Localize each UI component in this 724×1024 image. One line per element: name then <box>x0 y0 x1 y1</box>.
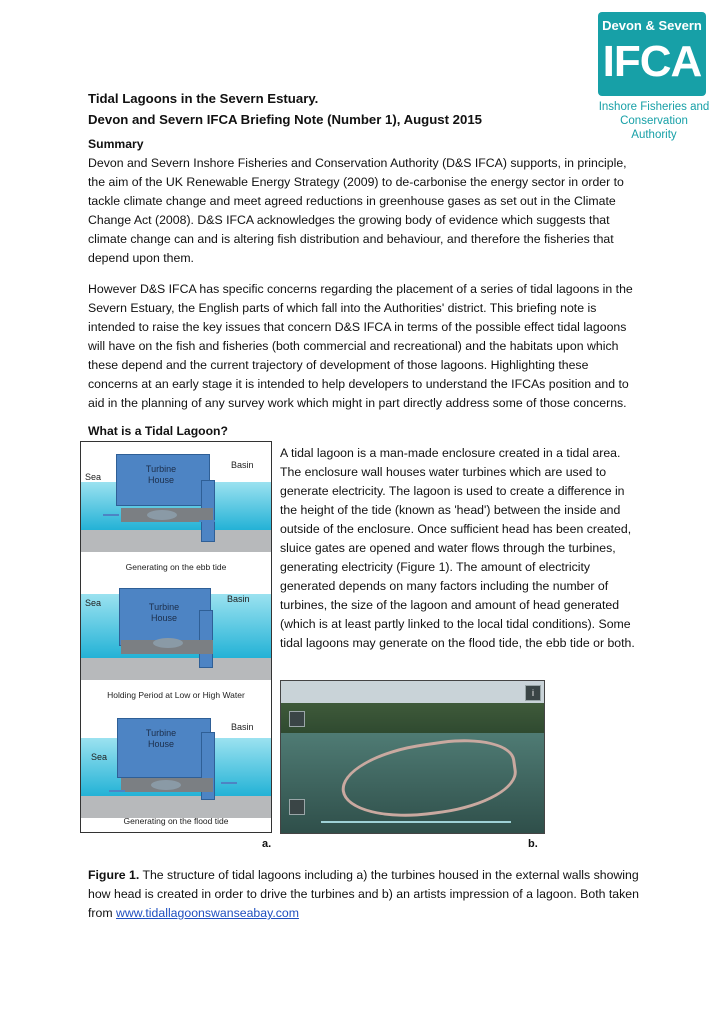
logo-subtitle <box>598 100 710 142</box>
figure-caption <box>88 866 648 923</box>
house-label-line2: House <box>147 475 174 485</box>
flow-arrow <box>221 782 237 784</box>
flow-arrow <box>103 514 119 516</box>
turbine-icon <box>151 780 181 790</box>
figure-label-a: a. <box>262 838 272 850</box>
house-label-line1: Turbine <box>145 464 177 474</box>
lagoon-paragraph: A tidal lagoon is a man-made enclosure created in a tidal area. The enclosure wall houses water turbines which are used to generate electricity. The lagoon is used to create a difference in the height of the tide (known as 'head') between the inside and outside of the enclosure. Once sufficient head has been created, sluice gates are opened and water flows through the turbines, generating electricity (Figure 1). The amount of electricity generated depends on many factors including the number of turbines, the size of the lagoon and amount of head generated (which is at least partly linked to the local tidal conditions). Some tidal lagoons may generate on the flood tide, the ebb tide or both. <box>280 446 635 650</box>
turbine-house-label <box>139 602 189 624</box>
title-line2: Devon and Severn IFCA Briefing Note (Number 1), August 2015 <box>88 112 482 127</box>
sea-label: Sea <box>85 598 102 608</box>
basin-label: Basin <box>231 460 254 470</box>
lagoon-heading: What is a Tidal Lagoon? <box>88 424 228 438</box>
summary-paragraph-1: Devon and Severn Inshore Fisheries and Conservation Authority (D&S IFCA) supports, in principle, the aim of the UK Renewable Energy Strategy (2009) to de-carbonise the energy sector in order to tackle climate change and meet agreed reductions in greenhouse gases as set out in the Climate Change Act (2008). D&S IFCA acknowledges the growing body of evidence which suggests that climate change can and is altering fish distribution and behaviour, and therefore the fisheries that depend upon them. <box>88 156 627 265</box>
turbine-icon <box>147 510 177 520</box>
info-icon: i <box>525 685 541 701</box>
panel-caption: Generating on the ebb tide <box>125 562 227 572</box>
logo-sub-line2: Conservation Authority <box>620 115 688 141</box>
turbine-house-label <box>136 464 186 486</box>
sea-label: Sea <box>91 752 108 762</box>
diagram-panel-holding <box>81 580 271 706</box>
diagram-panel-ebb <box>81 442 271 572</box>
source-link[interactable]: www.tidallagoonswanseabay.com <box>116 906 299 920</box>
figure-caption-text: The structure of tidal lagoons including a) the turbines housed in the external walls showing how head is created in order to drive the turbines and b) an artists impression of a lagoon. Both taken from <box>88 868 639 920</box>
turbine-icon <box>153 638 183 648</box>
logo-main-text: IFCA <box>602 37 702 86</box>
logo-top-text: Devon & Severn <box>602 18 702 33</box>
flow-arrow <box>199 520 215 522</box>
basin-label: Basin <box>227 594 250 604</box>
basin-label: Basin <box>231 722 254 732</box>
coastline <box>281 703 544 733</box>
flow-arrow <box>109 790 125 792</box>
summary-heading: Summary <box>88 137 144 151</box>
summary-paragraph-2: However D&S IFCA has specific concerns regarding the placement of a series of tidal lagoons in the Severn Estuary, the English parts of which fall into the Authorities' district. This briefing note is intended to raise the key issues that concern D&S IFCA in terms of the possible effect tidal lagoons will have on the fish and fisheries (both commercial and recreational) and the habitats upon which these depend and the current trajectory of development of those lagoons. Highlighting these concerns at an early stage it is intended to help developers to understand the IFCAs position and to aid in the planning of any survey work which might in part directly address some of those concerns. <box>88 282 633 410</box>
seabed <box>81 530 271 552</box>
house-label-line2: House <box>150 613 177 623</box>
panel-caption: Holding Period at Low or High Water <box>107 690 245 700</box>
document-title <box>88 88 482 130</box>
timeline-bar <box>321 821 511 823</box>
logo-box <box>598 12 706 96</box>
house-label-line2: House <box>147 739 174 749</box>
tidal-lagoon-diagram <box>80 441 272 833</box>
turbine-house-label <box>136 728 186 750</box>
panel-caption: Generating on the flood tide <box>123 816 229 826</box>
sea-label: Sea <box>85 472 102 482</box>
sky <box>281 681 544 703</box>
logo-sub-line1: Inshore Fisheries and <box>598 101 710 113</box>
house-label-line1: Turbine <box>145 728 177 738</box>
lagoon-wall <box>199 610 213 668</box>
diagram-panel-flood <box>81 708 271 834</box>
map-icon <box>289 799 305 815</box>
layer-icon <box>289 711 305 727</box>
figure-label-b: b. <box>528 838 538 850</box>
title-line1: Tidal Lagoons in the Severn Estuary. <box>88 91 319 106</box>
lagoon-artist-impression <box>280 680 545 834</box>
figure-caption-label: Figure 1. <box>88 868 140 882</box>
house-label-line1: Turbine <box>148 602 180 612</box>
seabed <box>81 796 271 818</box>
ifca-logo <box>598 12 710 142</box>
seabed <box>81 658 271 680</box>
